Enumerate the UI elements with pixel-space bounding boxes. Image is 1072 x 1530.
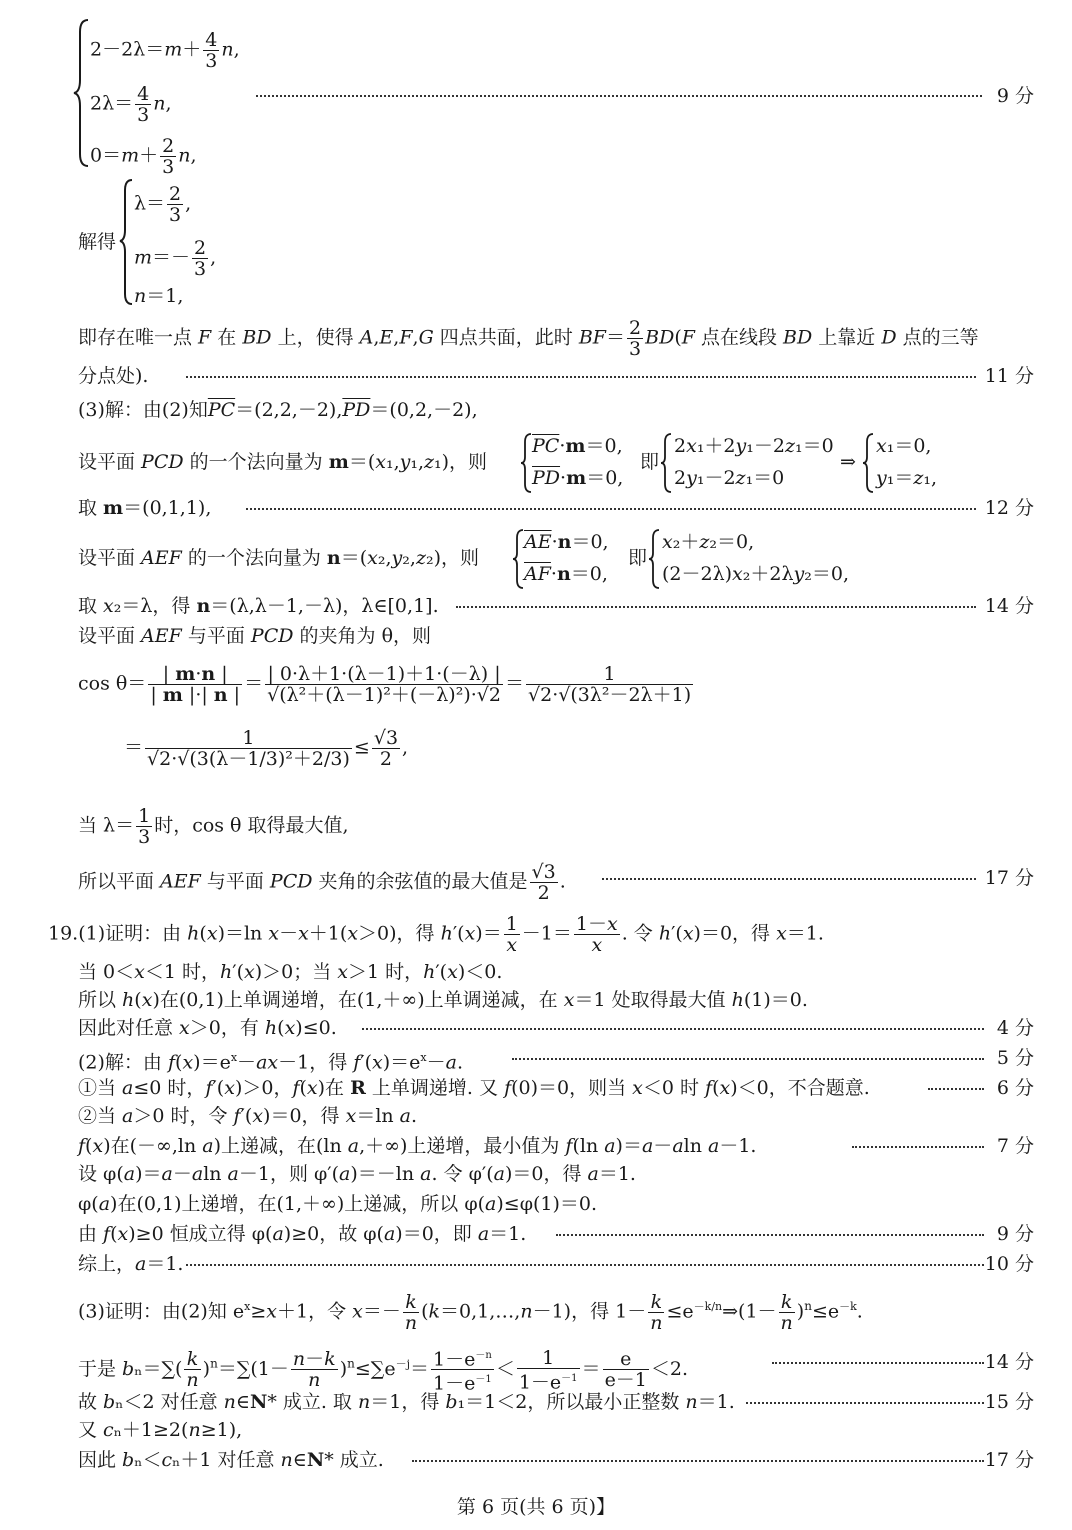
aef-eq1: $\overline{AE}\cdot n=0$, bbox=[524, 531, 609, 553]
system1-row2: 2λ＝ $\frac{4}{3}$ n, bbox=[90, 83, 172, 126]
part3-line6: 设平面 AEF 与平面 PCD 的夹角为 θ，则 bbox=[78, 625, 432, 647]
pcd-res1: x₁＝0, bbox=[876, 435, 932, 457]
score-17a: 17 分 bbox=[984, 867, 1034, 889]
conclusion-line1: 即存在唯一点 F 在 BD 上，使得 A,E,F,G 四点共面，此时 BF＝ $\frac{2}{3}$ BD(F 点在线段 BD 上靠近 D 点的三等 bbox=[78, 317, 979, 360]
left-brace-5 bbox=[862, 432, 876, 494]
q19-l15: 故 bₙ＜2 对任意 n∈N* 成立. 取 n＝1，得 b₁＝1＜2，所以最小正整数 n＝1. bbox=[78, 1391, 735, 1413]
leader-dots bbox=[602, 878, 976, 880]
score-15: 15 分 bbox=[984, 1391, 1034, 1413]
q19-l7: ②当 a＞0 时，令 f′(x)＝0，得 x＝ln a. bbox=[78, 1105, 418, 1127]
leader-dots bbox=[456, 606, 976, 608]
conclusion-line2: 分点处). bbox=[78, 365, 149, 387]
q19-l16: 又 cₙ＋1≥2(n≥1), bbox=[78, 1419, 243, 1441]
pcd-res2: y₁＝z₁, bbox=[876, 467, 938, 489]
leader-dots bbox=[186, 376, 976, 378]
left-brace-1 bbox=[72, 18, 92, 168]
pcd-ji: 即 bbox=[640, 451, 660, 473]
score-7: 7 分 bbox=[996, 1135, 1034, 1157]
score-12: 12 分 bbox=[984, 497, 1034, 519]
leader-dots bbox=[928, 1088, 984, 1090]
leader-dots bbox=[412, 1460, 984, 1462]
leader-dots bbox=[746, 1402, 984, 1404]
part3-line1: (3)解：由(2)知$\overline{PC}=(2,2,-2),\overline{PD}=(0,2,-2)$, bbox=[78, 399, 478, 421]
part3-line10: 所以平面 AEF 与平面 PCD 夹角的余弦值的最大值是 $\frac{√3}{2}$ . bbox=[78, 861, 566, 904]
score-6: 6 分 bbox=[996, 1077, 1034, 1099]
q19-l17: 因此 bₙ＜cₙ＋1 对任意 n∈N* 成立. bbox=[78, 1449, 384, 1471]
pcd-eq2: $\overline{PD}\cdot m=0$, bbox=[532, 467, 624, 489]
q19-l5: (2)解：由 $f(x)=e^x-ax-1$，得 $f'(x)=e^x-a$. bbox=[78, 1051, 464, 1074]
leader-dots bbox=[246, 508, 976, 510]
score-10: 10 分 bbox=[984, 1253, 1034, 1275]
solve-row2: m＝－ $\frac{2}{3}$ , bbox=[134, 237, 217, 280]
part3-line2: 设平面 PCD 的一个法向量为 m＝(x₁,y₁,z₁)，则 bbox=[78, 451, 488, 473]
leader-dots bbox=[186, 1264, 984, 1266]
q19-l2: 当 0＜x＜1 时，h′(x)＞0；当 x＞1 时，h′(x)＜0. bbox=[78, 961, 503, 983]
q19-l12: 综上，a＝1. bbox=[78, 1253, 184, 1275]
part3-line5: 取 x₂＝λ，得 n＝(λ,λ－1,－λ)，λ∈[0,1]. bbox=[78, 595, 439, 617]
q19-l10: φ(a)在(0,1)上递增，在(1,＋∞)上递减，所以 φ(a)≤φ(1)＝0. bbox=[78, 1193, 598, 1215]
leader-dots bbox=[852, 1146, 984, 1148]
pcd-eq1: $\overline{PC}\cdot m=0$, bbox=[532, 435, 623, 457]
pcd-sys1: 2x₁＋2y₁－2z₁＝0 bbox=[674, 435, 834, 457]
score-5: 5 分 bbox=[996, 1047, 1034, 1069]
leader-dots bbox=[362, 1028, 984, 1030]
q19-l3: 所以 h(x)在(0,1)上单调递增，在(1,＋∞)上单调递减，在 x＝1 处取得最大值 h(1)＝0. bbox=[78, 989, 808, 1011]
q19-l4: 因此对任意 x＞0，有 h(x)≤0. bbox=[78, 1017, 337, 1039]
left-brace-4 bbox=[660, 432, 674, 494]
solve-row1: λ＝ $\frac{2}{3}$ , bbox=[134, 183, 192, 226]
pcd-sys2: 2y₁－2z₁＝0 bbox=[674, 467, 785, 489]
q19-l1: 19.(1)证明：由 h(x)＝ln x－x＋1(x＞0)，得 h′(x)＝ $\frac{1}{x}$ －1＝ $\frac{1-x}{x}$ . 令 h′(x)＝0，得 x＝1. bbox=[48, 913, 824, 956]
leader-dots bbox=[556, 1234, 984, 1236]
score-14b: 14 分 bbox=[984, 1351, 1034, 1373]
part3-line3: 取 m＝(0,1,1), bbox=[78, 497, 212, 519]
left-brace-7 bbox=[648, 528, 662, 590]
aef-sys2: (2－2λ)x₂＋2λy₂＝0, bbox=[662, 563, 849, 585]
q19-l9: 设 φ(a)＝a－aln a－1，则 φ′(a)＝－ln a. 令 φ′(a)＝0，得 a＝1. bbox=[78, 1163, 636, 1185]
q19-l6: ①当 a≤0 时，f′(x)＞0，f(x)在 R 上单调递增. 又 f(0)＝0，则当 x＜0 时 f(x)＜0，不合题意. bbox=[78, 1077, 870, 1099]
part3-line4: 设平面 AEF 的一个法向量为 n＝(x₂,y₂,z₂)，则 bbox=[78, 547, 479, 569]
solve-label: 解得 bbox=[78, 231, 117, 253]
part3-line9: 当 λ＝ $\frac{1}{3}$ 时，cos θ 取得最大值, bbox=[78, 805, 349, 848]
aef-eq2: $\overline{AF}\cdot n=0$, bbox=[524, 563, 608, 585]
score-11: 11 分 bbox=[984, 365, 1034, 387]
score-9b: 9 分 bbox=[996, 1223, 1034, 1245]
leader-dots bbox=[512, 1058, 984, 1060]
system1-row1: 2－2λ＝m＋ $\frac{4}{3}$ n, bbox=[90, 29, 240, 72]
q19-l8: f(x)在(－∞,ln a)上递减，在(ln a,＋∞)上递增，最小值为 f(ln a)＝a－aln a－1. bbox=[78, 1135, 757, 1157]
part3-line7: cos θ＝ $\frac{| m\cdot n |}{| m |\cdot| n |}$ ＝ $\frac{| 0\cdot\lambda+1\cdot(\lambda-1)+1\cdot(-\lambda) |}{\text{√(λ²＋(λ－1)²＋(－λ)²)·√2}}$ ＝ $\frac{1}{\text{√2·√(3λ²－2λ＋1)}}$ bbox=[78, 663, 692, 706]
page-footer: 第 6 页(共 6 页)】 bbox=[456, 1496, 616, 1518]
q19-l14: 于是 bₙ＝∑( $\frac{k}{n}$ )$^n$＝∑(1－ $\frac{n-k}{n}$ )$^n\le\sum e^{-j}=$ $\frac{1-e^{-n}}{1-e^{-1}}$ ＜ $\frac{1}{1-e^{-1}}$ ＝ $\frac{e}{e-1}$ ＜2. bbox=[78, 1346, 689, 1395]
q19-l13: (3)证明：由(2)知 $e^x\ge x+1$，令 x＝－ $\frac{k}{n}$ (k＝0,1,…,n－1)，得 1－ $\frac{k}{n}$ $\le e^{-k/n}\Rightarrow(1-$ $\frac{k}{n}$ )$^n\le e^{-k}$. bbox=[78, 1291, 863, 1334]
score-9a: 9 分 bbox=[996, 85, 1034, 107]
solve-row3: n＝1, bbox=[134, 285, 184, 307]
pcd-implies: ⇒ bbox=[840, 451, 856, 473]
aef-ji: 即 bbox=[628, 547, 648, 569]
leader-dots bbox=[772, 1362, 984, 1364]
aef-sys1: x₂＋z₂＝0, bbox=[662, 531, 755, 553]
score-4: 4 分 bbox=[996, 1017, 1034, 1039]
score-14a: 14 分 bbox=[984, 595, 1034, 617]
system1-row3: 0＝m＋ $\frac{2}{3}$ n, bbox=[90, 135, 197, 178]
q19-l11: 由 f(x)≥0 恒成立得 φ(a)≥0，故 φ(a)＝0，即 a＝1. bbox=[78, 1223, 527, 1245]
leader-dots bbox=[256, 95, 982, 97]
score-17b: 17 分 bbox=[984, 1449, 1034, 1471]
part3-line8: ＝ $\frac{1}{\text{√2·√(3(λ－1/3)²＋2/3)}}$ ≤ $\frac{√3}{2}$ , bbox=[124, 727, 409, 770]
